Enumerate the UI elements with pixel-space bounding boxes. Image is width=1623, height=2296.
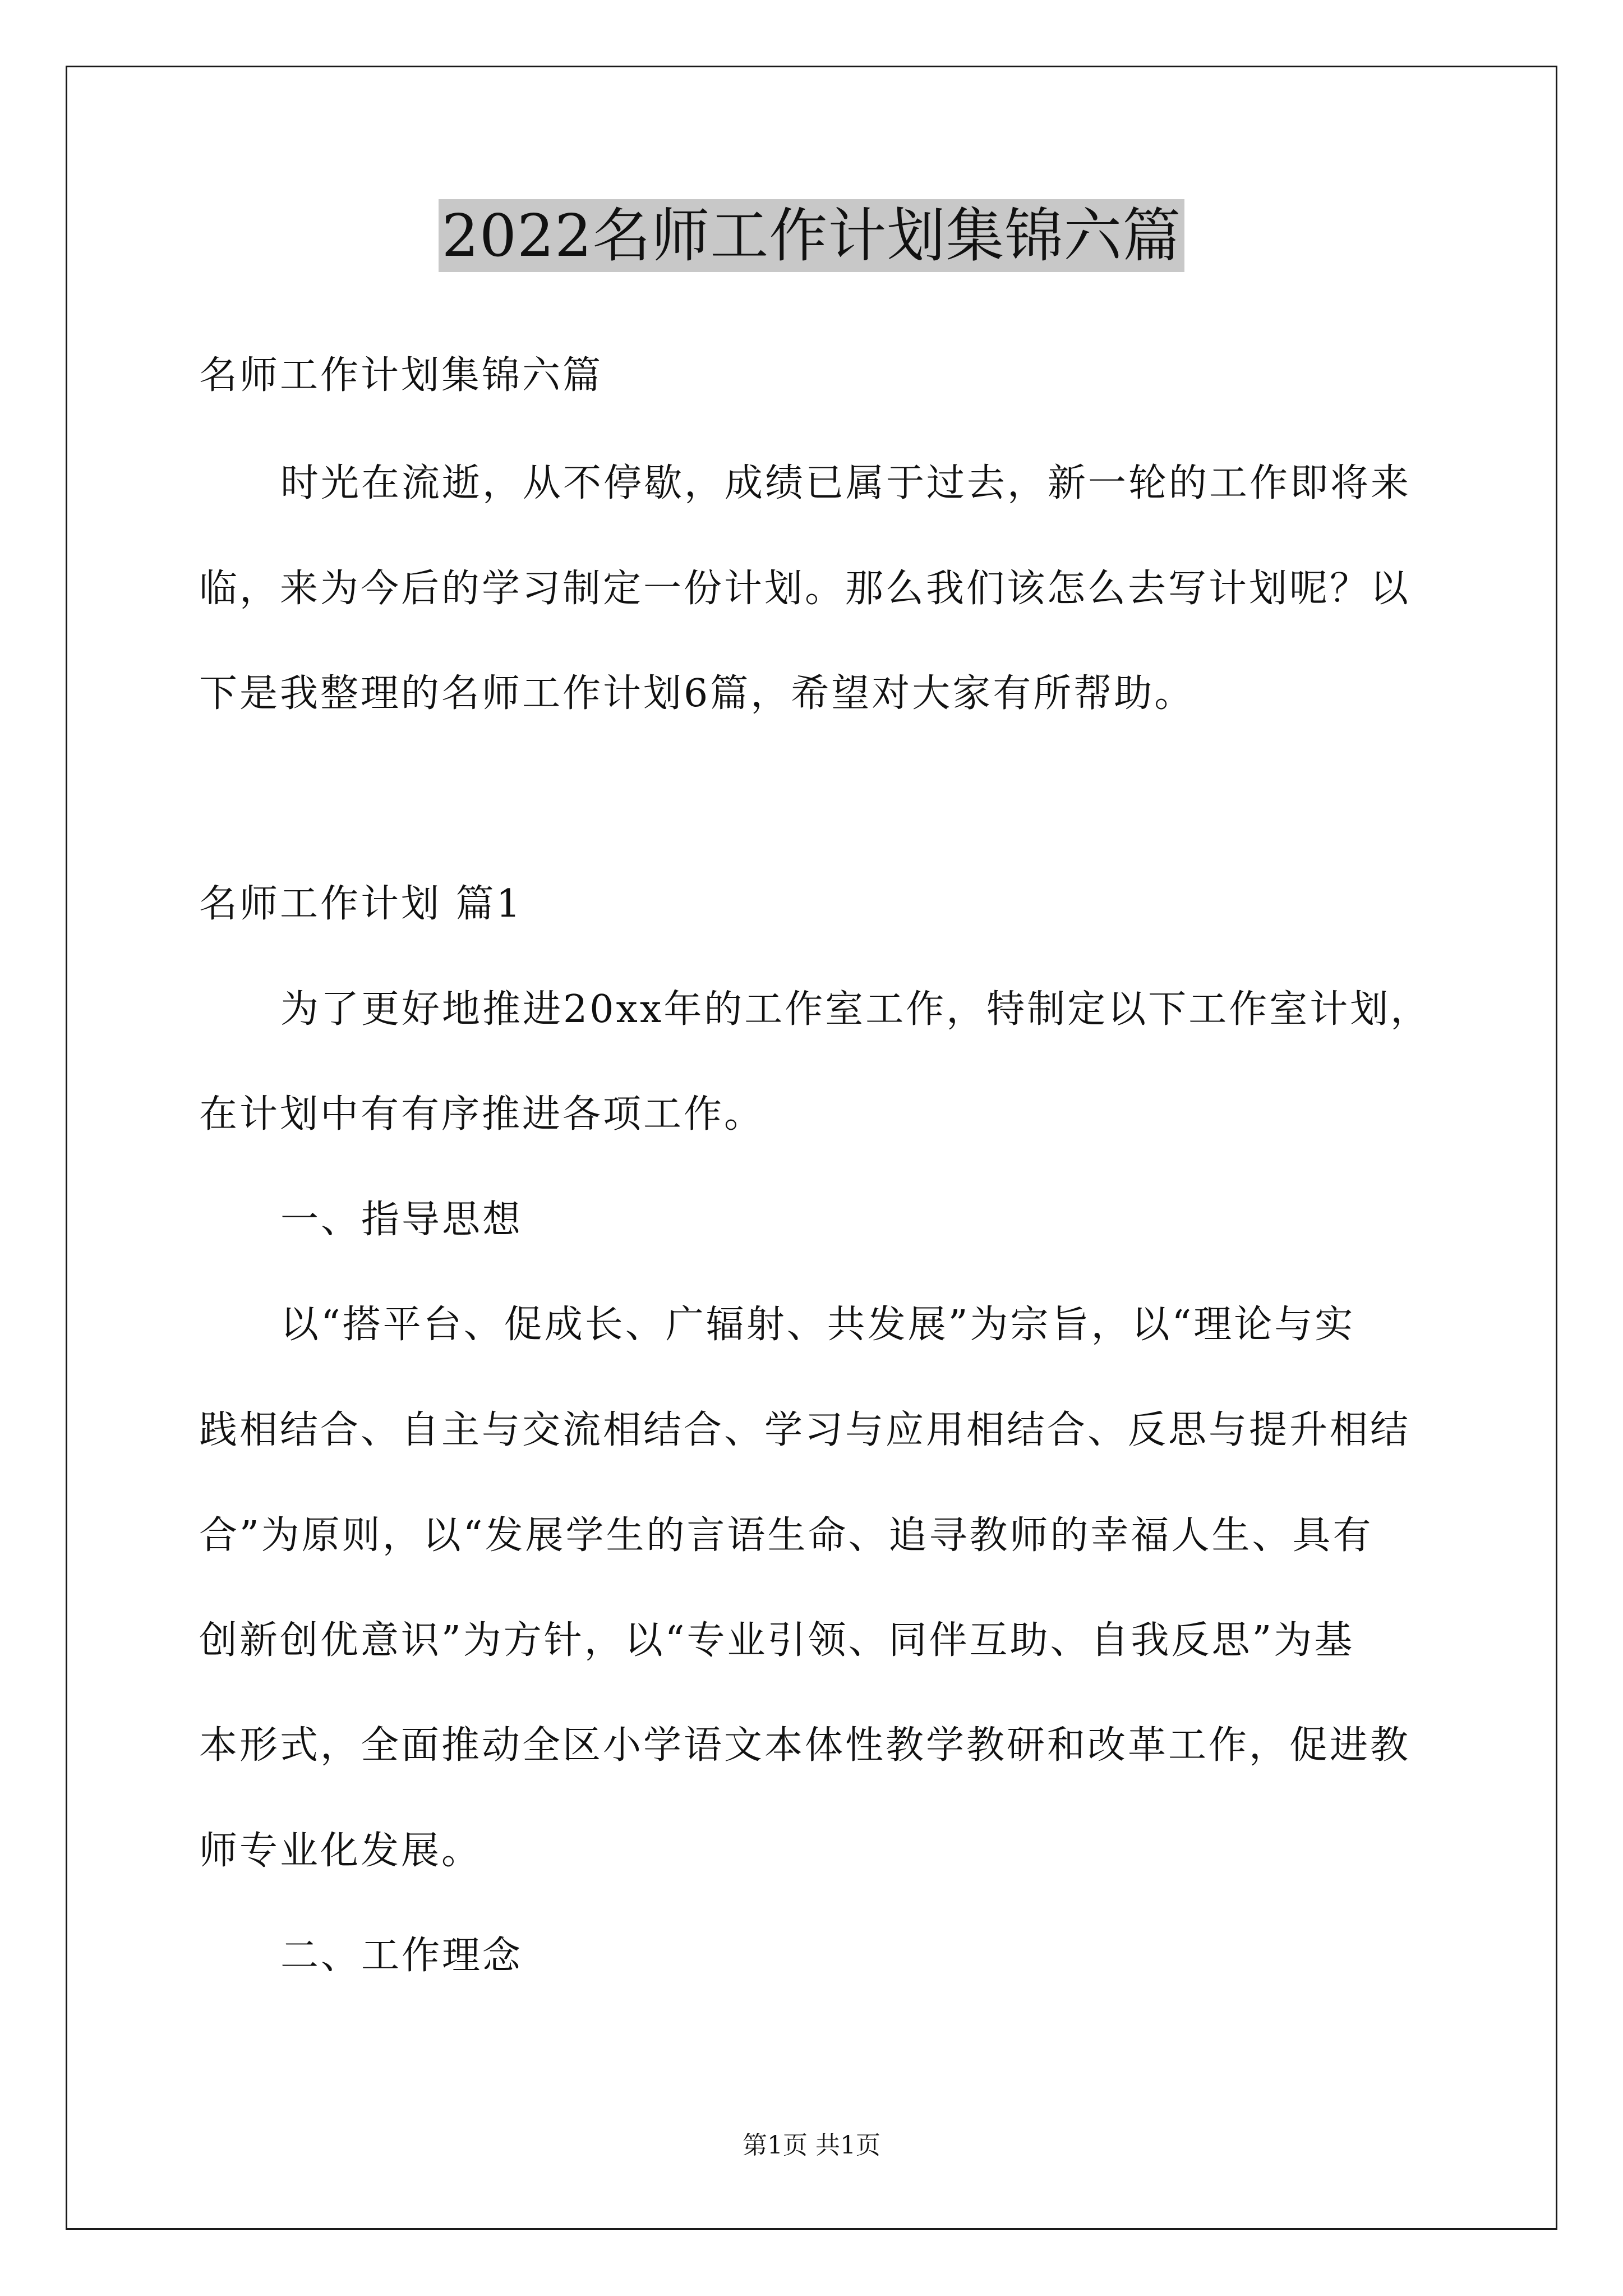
intro-line-2: 临，来为今后的学习制定一份计划。那么我们该怎么去写计划呢？以 — [199, 567, 1411, 611]
intro-line-1: 时光在流逝，从不停歇，成绩已属于过去，新一轮的工作即将来 — [280, 461, 1412, 505]
page-footer: 第1页 共1页 — [743, 2131, 880, 2160]
heading-work-philosophy: 二、工作理念 — [280, 1934, 523, 1978]
document-title: 2022名师工作计划集锦六篇 — [439, 199, 1185, 272]
heading-guiding-ideology: 一、指导思想 — [280, 1198, 523, 1242]
guiding-line-2: 践相结合、自主与交流相结合、学习与应用相结合、反思与提升相结 — [199, 1408, 1411, 1452]
document-subtitle: 名师工作计划集锦六篇 — [199, 353, 603, 398]
guiding-line-3: 合”为原则，以“发展学生的言语生命、追寻教师的幸福人生、具有 — [199, 1513, 1373, 1558]
guiding-line-5: 本形式，全面推动全区小学语文本体性教学教研和改革工作，促进教 — [199, 1723, 1411, 1768]
intro-line-3: 下是我整理的名师工作计划6篇，希望对大家有所帮助。 — [199, 671, 1195, 716]
guiding-line-6: 师专业化发展。 — [199, 1829, 482, 1873]
guiding-line-4: 创新创优意识”为方针，以“专业引领、同伴互助、自我反思”为基 — [199, 1618, 1355, 1663]
title-container — [0, 199, 1623, 272]
section-heading: 名师工作计划 篇1 — [199, 882, 523, 926]
section-para-line-1: 为了更好地推进20xx年的工作室工作，特制定以下工作室计划， — [280, 987, 1431, 1032]
section-para-line-2: 在计划中有有序推进各项工作。 — [199, 1092, 765, 1137]
guiding-line-1: 以“搭平台、促成长、广辐射、共发展”为宗旨，以“理论与实 — [280, 1303, 1355, 1347]
